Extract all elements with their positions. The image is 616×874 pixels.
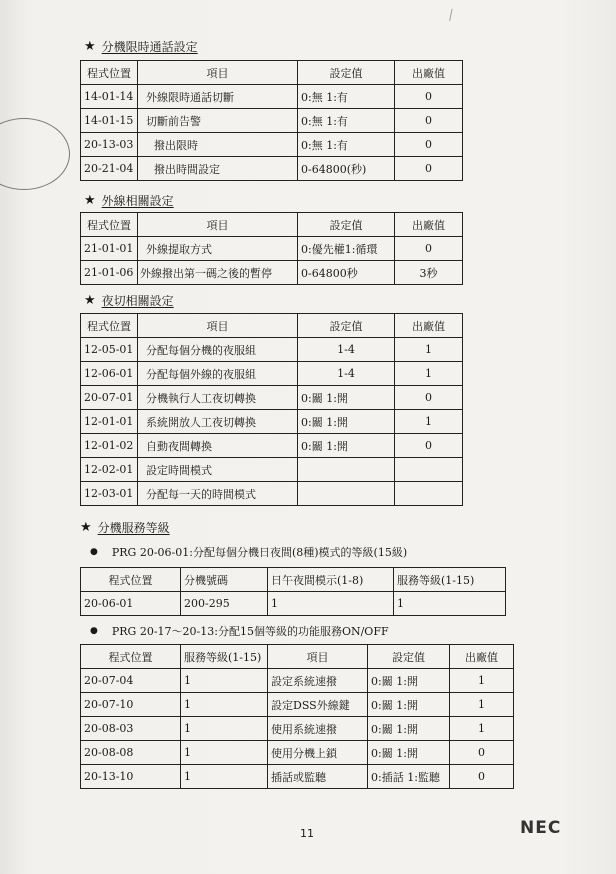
cell-program-position: 12-01-01 [81,410,138,434]
table-row [81,362,463,386]
table-row [81,669,514,693]
bullet-prg-20-06-01 [90,544,407,560]
column-header: 項目 [138,314,298,338]
table-row [81,410,463,434]
cell-item: 分機執行人工夜切轉換 [138,386,298,410]
column-header: 出廠值 [395,314,463,338]
cell-default: 3秒 [395,261,463,285]
cell-service-class: 1 [181,765,268,789]
cell-item: 設定時間模式 [138,458,298,482]
table-class-features [80,644,514,789]
cell-setting [298,482,395,506]
nec-logo: NEC [520,818,562,838]
cell-default: 0 [395,434,463,458]
cell-setting: 0:關 1:開 [368,669,450,693]
cell-item: 撥出時間設定 [138,157,298,181]
section-heading-service-class [80,519,170,536]
column-header: 日午夜間模示(1-8) [268,568,394,592]
cell-program-position: 14-01-15 [81,109,138,133]
cell-setting: 0:無 1:有 [298,85,395,109]
cell-item: 外線限時通話切斷 [138,85,298,109]
cell-program-position: 21-01-01 [81,237,138,261]
margin-pencil-mark [0,118,70,190]
cell-program-position: 20-21-04 [81,157,138,181]
column-header: 項目 [138,61,298,85]
column-header: 程式位置 [81,61,138,85]
cell-default [395,458,463,482]
bullet-text: PRG 20-17～20-13:分配15個等級的功能服務ON/OFF [111,625,389,638]
cell-item: 系統開放人工夜切轉換 [138,410,298,434]
table-row [81,157,463,181]
cell-item: 外線撥出第一碼之後的暫停 [138,261,298,285]
column-header: 程式位置 [81,568,181,592]
cell-setting: 0:關 1:開 [368,741,450,765]
table-row [81,693,514,717]
table-header-row [81,61,463,85]
cell-service-class: 1 [181,717,268,741]
cell-setting: 0:關 1:開 [298,386,395,410]
section-title: 分機限時通話設定 [101,40,198,54]
column-header: 出廠值 [450,645,514,669]
table-row [81,338,463,362]
bullet-prg-20-17 [90,623,389,639]
section-title: 分機服務等級 [97,521,170,535]
cell-default: 0 [395,133,463,157]
cell-service-class: 1 [181,669,268,693]
bullet-icon: ● [90,626,98,636]
column-header: 設定值 [368,645,450,669]
cell-default: 0 [450,765,514,789]
star-icon: ★ [84,193,96,208]
table-row [81,237,463,261]
page-number: 11 [300,827,314,840]
cell-setting: 0:無 1:有 [298,133,395,157]
cell-setting: 0:優先權1:循環 [298,237,395,261]
section-heading-trunk-settings [84,192,174,209]
cell-program-position: 20-13-10 [81,765,181,789]
column-header: 程式位置 [81,645,181,669]
table-row [81,458,463,482]
cell-setting: 0:無 1:有 [298,109,395,133]
bullet-text: PRG 20-06-01:分配每個分機日夜間(8種)模式的等級(15級) [111,546,408,559]
column-header: 設定值 [298,314,395,338]
cell-item: 設定系統速撥 [268,669,368,693]
cell-program-position: 12-06-01 [81,362,138,386]
bullet-icon: ● [90,547,98,557]
table-row [81,386,463,410]
cell-setting: 0:插話 1:監聽 [368,765,450,789]
cell-default: 1 [395,338,463,362]
star-icon: ★ [84,293,96,308]
cell-setting: 0:關 1:開 [368,693,450,717]
cell-setting: 0-64800秒 [298,261,395,285]
cell-default: 0 [450,741,514,765]
cell-item: 自動夜間轉換 [138,434,298,458]
column-header: 服務等級(1-15) [181,645,268,669]
cell-item: 使用分機上鎖 [268,741,368,765]
table-night-mode [80,313,463,506]
column-header: 出廠值 [395,61,463,85]
cell-item: 分配每個外線的夜服組 [138,362,298,386]
star-icon: ★ [84,39,96,54]
cell-item: 分配每個分機的夜服組 [138,338,298,362]
table-row [81,85,463,109]
cell-item: 分配每一天的時間模式 [138,482,298,506]
table-row [81,133,463,157]
table-header-row [81,645,514,669]
cell-setting [298,458,395,482]
cell-default: 0 [395,85,463,109]
table-class-assignment [80,567,506,616]
cell-item: 使用系統速撥 [268,717,368,741]
cell-service-class: 1 [394,592,506,616]
cell-program-position: 20-08-03 [81,717,181,741]
cell-program-position: 20-07-10 [81,693,181,717]
cell-default: 1 [395,362,463,386]
table-extension-time-limit [80,60,463,181]
cell-program-position: 12-02-01 [81,458,138,482]
column-header: 分機號碼 [181,568,268,592]
column-header: 服務等級(1-15) [394,568,506,592]
cell-default: 0 [395,157,463,181]
cell-program-position: 14-01-14 [81,85,138,109]
cell-program-position: 20-08-08 [81,741,181,765]
section-heading-night-mode [84,292,174,309]
column-header: 出廠值 [395,213,463,237]
cell-program-position: 20-07-01 [81,386,138,410]
cell-default: 1 [395,410,463,434]
cell-default: 1 [450,717,514,741]
cell-setting: 0-64800(秒) [298,157,395,181]
cell-program-position: 21-01-06 [81,261,138,285]
star-icon: ★ [80,520,92,535]
cell-item: 外線提取方式 [138,237,298,261]
table-row [81,434,463,458]
table-row [81,741,514,765]
column-header: 項目 [268,645,368,669]
table-row [81,717,514,741]
table-row [81,592,506,616]
column-header: 項目 [138,213,298,237]
cell-program-position: 20-07-04 [81,669,181,693]
cell-default: 0 [395,109,463,133]
table-row [81,482,463,506]
table-header-row [81,213,463,237]
table-row [81,109,463,133]
cell-default: 0 [395,237,463,261]
column-header: 設定值 [298,61,395,85]
table-row [81,765,514,789]
cell-setting: 0:關 1:開 [368,717,450,741]
section-title: 夜切相關設定 [101,294,174,308]
cell-service-class: 1 [181,693,268,717]
table-header-row [81,568,506,592]
column-header: 設定值 [298,213,395,237]
section-title: 外線相關設定 [101,194,174,208]
column-header: 程式位置 [81,314,138,338]
table-row [81,261,463,285]
cell-item: 切斷前告警 [138,109,298,133]
cell-program-position: 12-03-01 [81,482,138,506]
cell-setting: 1-4 [298,362,395,386]
table-trunk-settings [80,212,463,285]
cell-default: 1 [450,693,514,717]
cell-program-position: 12-01-02 [81,434,138,458]
cell-item: 插話或監聽 [268,765,368,789]
cell-extension-number: 200-295 [181,592,268,616]
column-header: 程式位置 [81,213,138,237]
table-header-row [81,314,463,338]
cell-default: 0 [395,386,463,410]
cell-default: 1 [450,669,514,693]
cell-setting: 0:關 1:開 [298,434,395,458]
cell-program-position: 20-13-03 [81,133,138,157]
cell-item: 設定DSS外線鍵 [268,693,368,717]
cell-service-class: 1 [181,741,268,765]
cell-day-night-mode: 1 [268,592,394,616]
cell-program-position: 12-05-01 [81,338,138,362]
cell-default [395,482,463,506]
cell-setting: 0:關 1:開 [298,410,395,434]
section-heading-extension-time-limit [84,38,198,55]
cell-program-position: 20-06-01 [81,592,181,616]
pencil-mark-icon: ⁄ [447,8,456,24]
cell-setting: 1-4 [298,338,395,362]
cell-item: 撥出限時 [138,133,298,157]
